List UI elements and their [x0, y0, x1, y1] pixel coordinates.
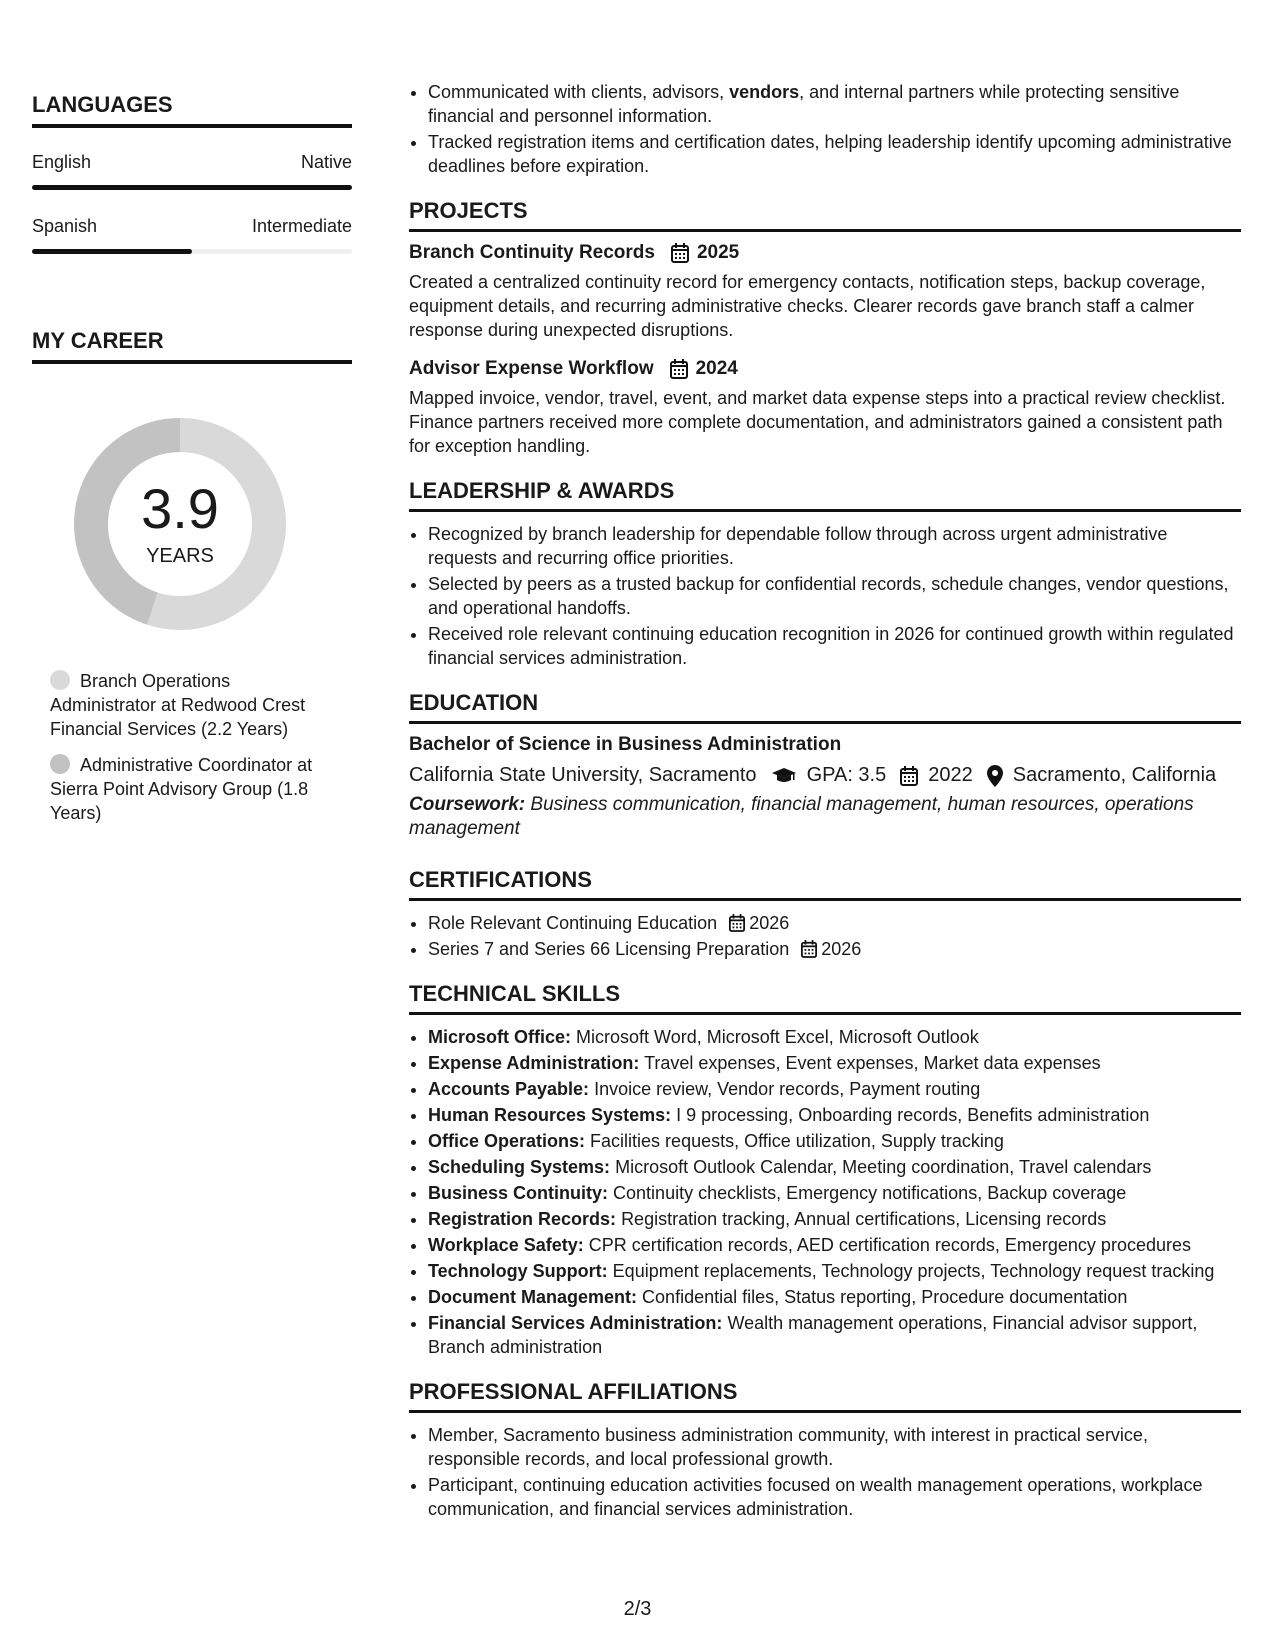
project-description: Mapped invoice, vendor, travel, event, and market data expense steps into a practical review checklist. Finance partners received more complete documentation, and administrators gained a consistent path for exception handling.: [409, 388, 1226, 456]
right-column: [409, 80, 1241, 1523]
career-total-unit: YEARS: [146, 544, 214, 567]
skill-label: Accounts Payable:: [428, 1079, 590, 1099]
experience-bullet: [428, 130, 1241, 178]
leadership-item: • Selected by peers as a trusted backup for confidential records, schedule changes, vendor questions, and operational handoffs.: [428, 572, 1241, 620]
affiliation-item: • Member, Sacramento business administration community, with interest in practical service, responsible records, and local professional growth.: [428, 1423, 1241, 1471]
experience-bullets: [409, 80, 1241, 178]
skill-value: Microsoft Outlook Calendar, Meeting coordination, Travel calendars: [615, 1157, 1152, 1177]
legend-dot: [50, 670, 70, 690]
project-title: Advisor Expense Workflow: [409, 358, 654, 379]
skill-label: Registration Records:: [428, 1209, 617, 1229]
projects-content: [409, 242, 1241, 458]
project-title-row: [409, 358, 1241, 380]
skill-value: CPR certification records, AED certification records, Emergency procedures: [588, 1235, 1191, 1255]
certification-year: 2026: [749, 913, 790, 933]
language-row: [32, 152, 352, 173]
education-degree: Bachelor of Science in Business Administration: [409, 734, 842, 755]
skill-item: [428, 1207, 1241, 1231]
skill-label: Technology Support:: [428, 1261, 608, 1281]
skill-label: Microsoft Office:: [428, 1027, 572, 1047]
language-name: Spanish: [32, 216, 98, 236]
calendar-icon: [670, 359, 688, 379]
skill-label: Financial Services Administration:: [428, 1313, 723, 1333]
location-pin-icon: [987, 765, 1003, 787]
proficiency-bar: [32, 249, 352, 254]
skill-label: Document Management:: [428, 1287, 638, 1307]
affiliation-item: • Participant, continuing education activities focused on wealth management operations, workplace communication, and financial services administration.: [428, 1473, 1241, 1521]
education-coursework: [409, 793, 1241, 841]
skill-label: Human Resources Systems:: [428, 1105, 672, 1125]
certification-name: • Role Relevant Continuing Education: [428, 913, 718, 933]
skill-label: Office Operations:: [428, 1131, 586, 1151]
skills-heading: TECHNICAL SKILLS: [409, 981, 1241, 1015]
proficiency-fill: [32, 249, 192, 254]
bullet-text: Communicated with clients, advisors,: [428, 82, 730, 102]
education-year: 2022: [928, 764, 973, 786]
skill-item: [428, 1311, 1241, 1359]
career-role-text: Administrative Coordinator at Sierra Point Advisory Group (1.8 Years): [50, 755, 313, 823]
education-gpa: GPA: 3.5: [806, 764, 887, 786]
skill-value: I 9 processing, Onboarding records, Benefits administration: [676, 1105, 1150, 1125]
language-english: [32, 152, 352, 190]
education-section: [409, 690, 1241, 841]
graduation-cap-icon: [771, 767, 797, 785]
skill-item: [428, 1129, 1241, 1153]
education-content: [409, 734, 1241, 841]
career-role-text: Branch Operations Administrator at Redwood Crest Financial Services (2.2 Years): [50, 671, 306, 739]
certifications-section: [409, 867, 1241, 961]
education-location: Sacramento, California: [1012, 764, 1217, 786]
certifications-list: [409, 911, 1241, 961]
skills-list: [409, 1025, 1241, 1359]
coursework-label: Coursework:: [409, 794, 526, 815]
page-number: 2/3: [623, 1598, 652, 1620]
donut-center: [65, 409, 295, 639]
calendar-icon: [900, 766, 918, 786]
leadership-section: [409, 478, 1241, 670]
project-year: 2024: [695, 358, 738, 379]
languages-heading: LANGUAGES: [32, 92, 352, 128]
skill-item: [428, 1233, 1241, 1257]
career-section: [32, 328, 352, 825]
calendar-icon: [671, 243, 689, 263]
education-school: California State University, Sacramento: [409, 764, 757, 786]
skill-item: [428, 1103, 1241, 1127]
skill-value: Microsoft Word, Microsoft Excel, Microsoft Outlook: [576, 1027, 979, 1047]
career-donut-chart: [65, 409, 295, 639]
projects-heading: PROJECTS: [409, 198, 1241, 232]
language-row: [32, 216, 352, 237]
career-legend: [50, 669, 340, 825]
career-role: [50, 669, 340, 741]
leadership-heading: LEADERSHIP & AWARDS: [409, 478, 1241, 512]
certification-year: 2026: [821, 939, 862, 959]
skill-item: [428, 1285, 1241, 1309]
bullet-text: Tracked registration items and certification dates, helping leadership identify upcoming administrative deadlines before expiration.: [428, 132, 1232, 176]
career-heading: MY CAREER: [32, 328, 352, 364]
certification-name: • Series 7 and Series 66 Licensing Preparation: [428, 939, 790, 959]
certification-item: [428, 911, 1241, 935]
language-level: Intermediate: [251, 216, 352, 236]
skills-section: [409, 981, 1241, 1359]
calendar-icon: [801, 940, 817, 958]
skill-value: Continuity checklists, Emergency notifications, Backup coverage: [613, 1183, 1127, 1203]
proficiency-fill: [32, 185, 352, 190]
project-description: Created a centralized continuity record for emergency contacts, notification steps, backup coverage, equipment details, and recurring administrative checks. Clearer records gave branch staff a calmer response during unexpected disruptions.: [409, 272, 1206, 340]
affiliations-heading: PROFESSIONAL AFFILIATIONS: [409, 1379, 1241, 1413]
career-total-value: 3.9: [141, 476, 219, 540]
language-spanish: [32, 216, 352, 254]
proficiency-bar: [32, 185, 352, 190]
skill-item: [428, 1181, 1241, 1205]
leadership-item: • Received role relevant continuing education recognition in 2026 for continued growth within regulated financial services administration.: [428, 622, 1241, 670]
left-column: [32, 92, 352, 837]
skill-value: Registration tracking, Annual certifications, Licensing records: [621, 1209, 1107, 1229]
leadership-list: [409, 522, 1241, 670]
project-title-row: [409, 242, 1241, 264]
skill-item: [428, 1155, 1241, 1179]
skill-label: Scheduling Systems:: [428, 1157, 611, 1177]
skill-value: Equipment replacements, Technology projects, Technology request tracking: [612, 1261, 1215, 1281]
education-heading: EDUCATION: [409, 690, 1241, 724]
projects-section: [409, 198, 1241, 458]
bullet-bold-text: vendors: [729, 82, 800, 102]
skill-value: Confidential files, Status reporting, Procedure documentation: [642, 1287, 1128, 1307]
skill-label: Business Continuity:: [428, 1183, 609, 1203]
education-details: [409, 764, 1241, 787]
skill-value: Travel expenses, Event expenses, Market data expenses: [644, 1053, 1101, 1073]
experience-bullet: [428, 80, 1241, 128]
certification-item: [428, 937, 1241, 961]
project-title: Branch Continuity Records: [409, 242, 655, 263]
language-level: Native: [300, 152, 352, 172]
language-name: English: [32, 152, 92, 172]
career-role: [50, 753, 340, 825]
legend-dot: [50, 754, 70, 774]
skill-item: [428, 1077, 1241, 1101]
leadership-item: • Recognized by branch leadership for dependable follow through across urgent administrative requests and recurring office priorities.: [428, 522, 1241, 570]
skill-label: Expense Administration:: [428, 1053, 640, 1073]
skill-label: Workplace Safety:: [428, 1235, 584, 1255]
skill-item: [428, 1259, 1241, 1283]
project-year: 2025: [696, 242, 740, 263]
skill-item: [428, 1025, 1241, 1049]
affiliations-section: [409, 1379, 1241, 1521]
skill-value: Facilities requests, Office utilization, Supply tracking: [590, 1131, 1004, 1151]
bullet-text: , and internal partners while protecting sensitive financial and personnel information.: [428, 82, 1180, 126]
skill-value: Invoice review, Vendor records, Payment routing: [594, 1079, 981, 1099]
affiliations-list: [409, 1423, 1241, 1521]
skill-value: Wealth management operations, Financial advisor support, Branch administration: [428, 1313, 1198, 1357]
coursework-text: Business communication, financial management, human resources, operations management: [409, 794, 1194, 839]
certifications-heading: CERTIFICATIONS: [409, 867, 1241, 901]
calendar-icon: [729, 914, 745, 932]
skill-item: [428, 1051, 1241, 1075]
